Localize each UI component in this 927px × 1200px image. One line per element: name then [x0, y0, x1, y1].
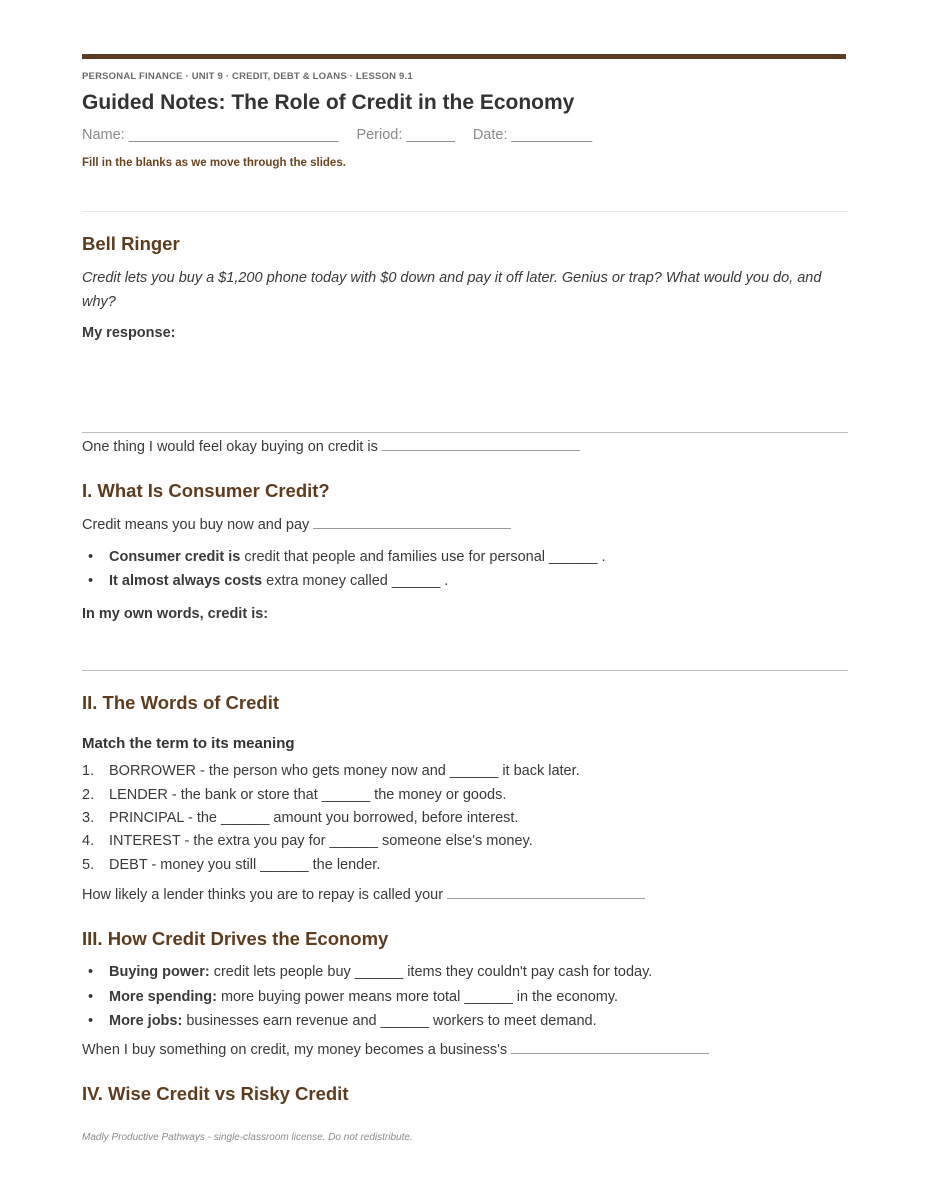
bullet-term: More jobs:	[109, 1013, 183, 1029]
bullet-text: credit that people and families use for personal ______ .	[240, 549, 606, 565]
bell-ringer-heading: Bell Ringer	[82, 233, 180, 254]
section3-heading: III. How Credit Drives the Economy	[82, 928, 389, 949]
period-field[interactable]: Period: ______	[356, 127, 455, 143]
credit-definition-blank[interactable]	[313, 516, 511, 529]
section2-heading: II. The Words of Credit	[82, 692, 279, 713]
bullet-text: businesses earn revenue and ______ workers to meet demand.	[182, 1013, 597, 1029]
bullet-text: extra money called ______ .	[262, 573, 449, 589]
okay-buying-blank[interactable]	[382, 438, 580, 451]
match-subheading: Match the term to its meaning	[82, 735, 295, 752]
term-item-text: PRINCIPAL - the ______ amount you borrowed, before interest.	[109, 810, 519, 826]
repay-blank[interactable]	[447, 886, 645, 899]
section1-divider	[82, 670, 848, 671]
credit-definition-text: Credit means you buy now and pay	[82, 517, 310, 533]
bullet-term: It almost always costs	[109, 573, 263, 589]
business-text: When I buy something on credit, my money becomes a business's	[82, 1042, 508, 1058]
bullet-icon: •	[88, 989, 94, 1005]
worksheet-page: PERSONAL FINANCE · UNIT 9 · CREDIT, DEBT & LOANS · LESSON 9.1 Guided Notes: The Role of Credit in the Economy Name: __________________________ Period: ______ Date: __________ Fill in the blanks as we move through the slides. Bell Ringer Credit lets you buy a $1,200 phone today with $0 down and pay it off later. Genius or trap? What would you do, and why? My response: One thing I would feel okay buying on credit is I. What Is Consumer Credit? Credit means you buy now and pay • Consumer credit is credit that people and families use for personal ______ . • It almost always costs extra money called ______ . In my own words, credit is: II. The Words of Credit Match the term to its meaning 1. BORROWER - the person who gets money now and ______ it back later. 2. LENDER - the bank or store that ______ the money or goods. 3. PRINCIPAL - the ______ amount you borrowed, before interest. 4. INTEREST - the extra you pay for ______ someone else's money. 5. DEBT - money you still ______ the lender. How likely a lender thinks you are to repay is called your III. How Credit Drives the Economy • Buying power: credit lets people buy ______ items they couldn't pay cash for today. • More spending: more buying power means more total ______ in the economy. • More jobs: businesses earn revenue and ______ workers to meet demand. When I buy something on credit, my money becomes a business's IV. Wise Credit vs Risky Credit Madly Productive Pathways - single-classroom license. Do not redistribute.	[0, 0, 927, 1200]
repay-text: How likely a lender thinks you are to repay is called your	[82, 887, 444, 903]
term-item-text: LENDER - the bank or store that ______ the money or goods.	[109, 787, 507, 803]
name-field[interactable]: Name: __________________________	[82, 127, 339, 143]
term-item-text: INTEREST - the extra you pay for ______ someone else's money.	[109, 833, 533, 849]
section1-heading: I. What Is Consumer Credit?	[82, 480, 330, 501]
credit-definition-line	[82, 516, 511, 533]
bullet-term: Consumer credit is	[109, 549, 241, 565]
top-accent-rule	[82, 54, 846, 59]
bullet-icon: •	[88, 573, 94, 589]
lesson-kicker: PERSONAL FINANCE · UNIT 9 · CREDIT, DEBT & LOANS · LESSON 9.1	[82, 71, 413, 82]
bullet-text: credit lets people buy ______ items they couldn't pay cash for today.	[209, 964, 653, 980]
own-words-label: In my own words, credit is:	[82, 606, 269, 622]
bullet-text: more buying power means more total ______ in the economy.	[216, 989, 619, 1005]
header-divider	[82, 211, 848, 212]
term-item-text: BORROWER - the person who gets money now and ______ it back later.	[109, 763, 580, 779]
bullet-icon: •	[88, 549, 94, 565]
bullet-term: More spending:	[109, 989, 217, 1005]
bullet-term: Buying power:	[109, 964, 210, 980]
response-label: My response:	[82, 325, 176, 341]
student-info-line	[82, 127, 602, 143]
business-blank[interactable]	[511, 1041, 709, 1054]
okay-buying-text: One thing I would feel okay buying on credit is	[82, 439, 378, 455]
license-footer: Madly Productive Pathways - single-classroom license. Do not redistribute.	[82, 1132, 413, 1143]
response-divider	[82, 432, 848, 433]
date-field[interactable]: Date: __________	[472, 127, 593, 143]
business-line	[82, 1041, 709, 1058]
bullet-icon: •	[88, 1013, 94, 1029]
term-item-text: DEBT - money you still ______ the lender.	[109, 857, 381, 873]
okay-buying-line	[82, 438, 580, 455]
bell-ringer-prompt: Credit lets you buy a $1,200 phone today with $0 down and pay it off later. Genius or trap? What would you do, and why?	[82, 270, 822, 310]
section4-heading: IV. Wise Credit vs Risky Credit	[82, 1083, 349, 1104]
repay-line	[82, 886, 645, 903]
page-title: Guided Notes: The Role of Credit in the Economy	[82, 91, 575, 114]
instruction-text: Fill in the blanks as we move through the slides.	[82, 157, 346, 169]
bullet-icon: •	[88, 964, 94, 980]
